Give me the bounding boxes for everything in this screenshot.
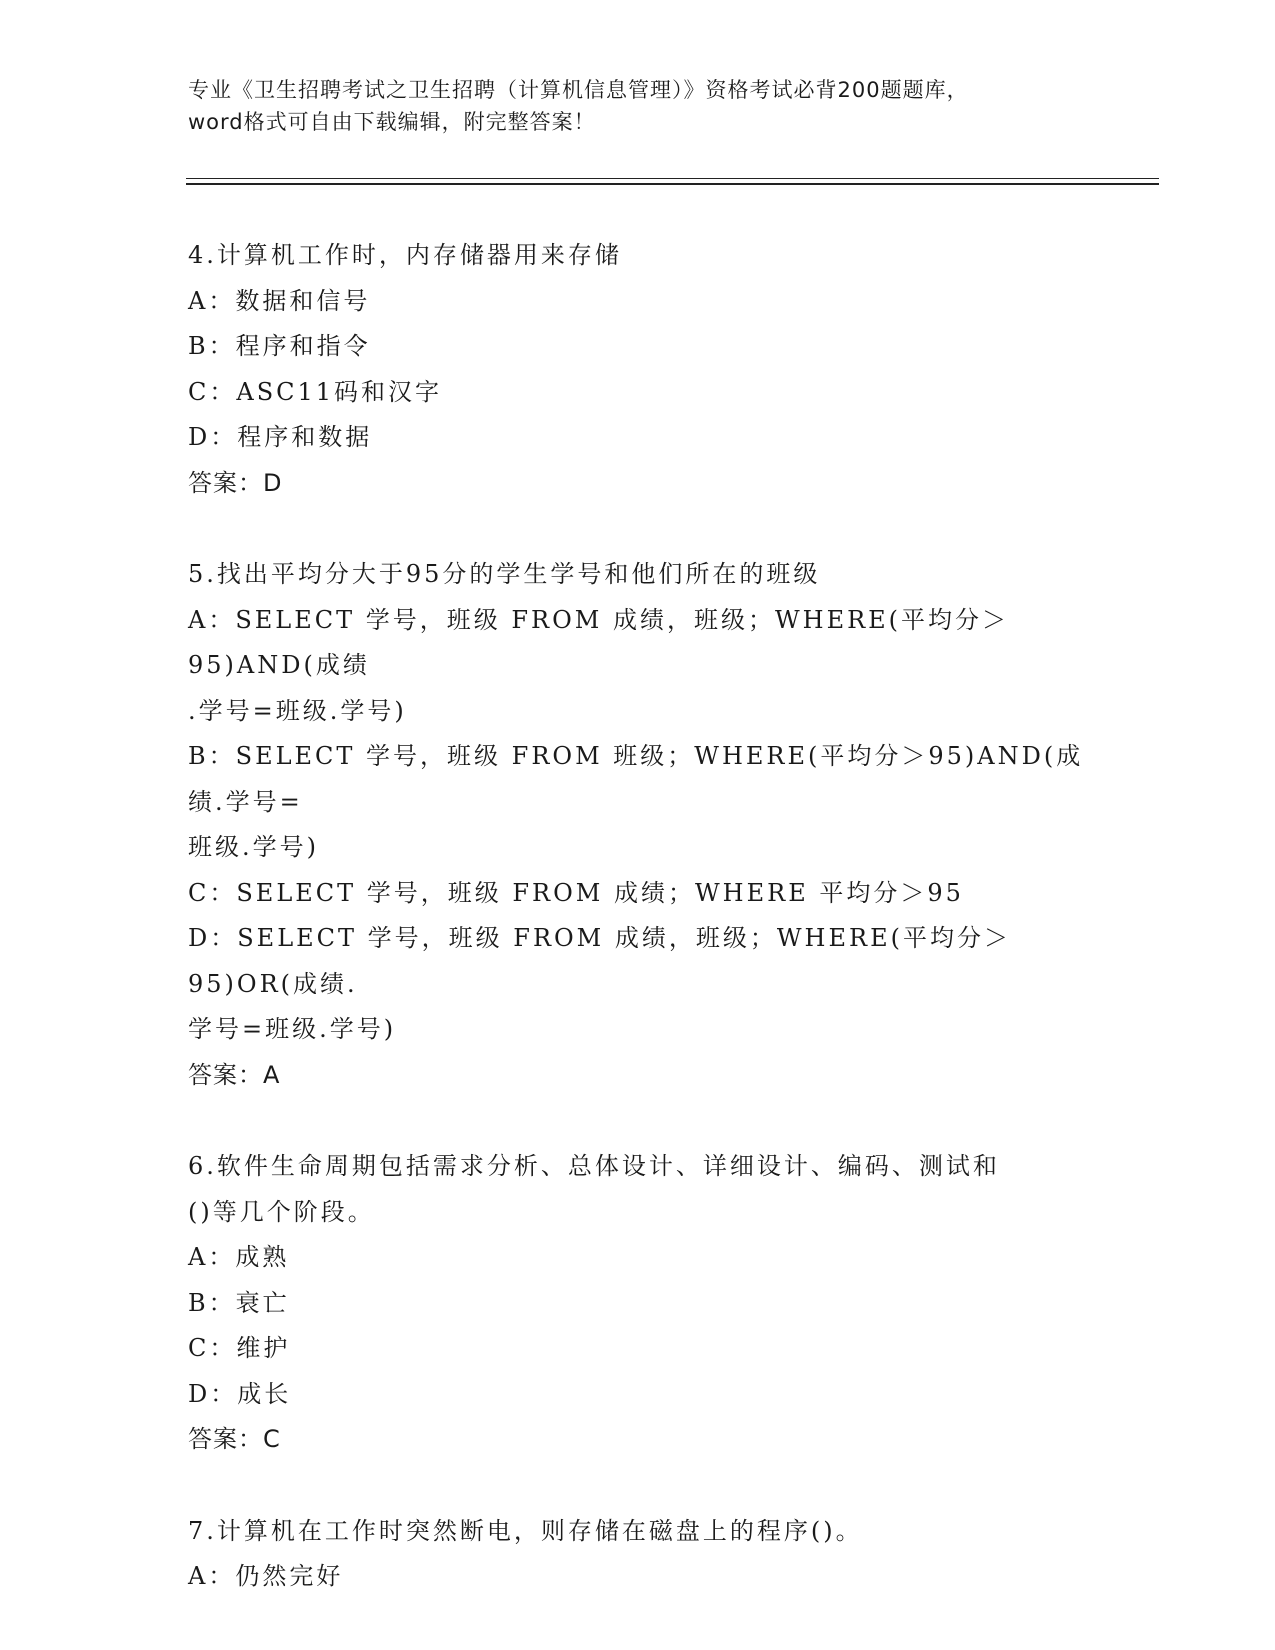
answer-option: B：SELECT 学号，班级 FROM 班级；WHERE(平均分＞95)AND(成绩.学号= [188, 742, 1084, 816]
question-stem: 5.找出平均分大于95分的学生学号和他们所在的班级 [188, 560, 821, 588]
question-stem: 7.计算机在工作时突然断电，则存储在磁盘上的程序()。 [188, 1516, 863, 1545]
header-divider-thick [186, 183, 1159, 185]
document-header [188, 74, 1088, 138]
question-list [188, 233, 1088, 1646]
answer-option: A：成熟 [188, 1243, 290, 1271]
question-block [188, 233, 1088, 506]
answer-option: 班级.学号) [188, 833, 319, 861]
answer-key: 答案：C [188, 1425, 281, 1453]
question-stem: 6.软件生命周期包括需求分析、总体设计、详细设计、编码、测试和 [188, 1152, 1000, 1180]
question-stem: ()等几个阶段。 [188, 1197, 375, 1226]
answer-option: D：程序和数据 [188, 423, 373, 451]
question-stem: 4.计算机工作时，内存储器用来存储 [188, 241, 622, 269]
answer-option: .学号=班级.学号) [188, 696, 407, 725]
header-line-1: 专业《卫生招聘考试之卫生招聘（计算机信息管理）》资格考试必背200题题库， [188, 78, 969, 102]
answer-key: 答案：A [188, 1060, 281, 1089]
answer-option: C：维护 [188, 1334, 291, 1362]
answer-option: A：数据和信号 [188, 286, 371, 315]
answer-option: D：成长 [188, 1379, 292, 1408]
answer-option: B：衰亡 [188, 1288, 290, 1317]
answer-option: A：SELECT 学号，班级 FROM 成绩，班级；WHERE(平均分＞95)AND(成绩 [188, 605, 1010, 679]
answer-option: C：ASC11码和汉字 [188, 377, 443, 406]
header-divider-thin [186, 178, 1159, 179]
question-block [188, 1509, 1088, 1600]
answer-option: A：仍然完好 [188, 1562, 344, 1590]
question-block [188, 1144, 1088, 1463]
answer-key: 答案：D [188, 468, 283, 497]
answer-option: 学号=班级.学号) [188, 1015, 397, 1043]
answer-option: D：SELECT 学号，班级 FROM 成绩，班级；WHERE(平均分＞95)OR(成绩. [188, 924, 1011, 998]
header-line-2: word格式可自由下载编辑，附完整答案！ [188, 110, 596, 134]
answer-option: C：SELECT 学号，班级 FROM 成绩；WHERE 平均分＞95 [188, 878, 964, 907]
question-block [188, 552, 1088, 1098]
answer-option: B：程序和指令 [188, 332, 371, 360]
